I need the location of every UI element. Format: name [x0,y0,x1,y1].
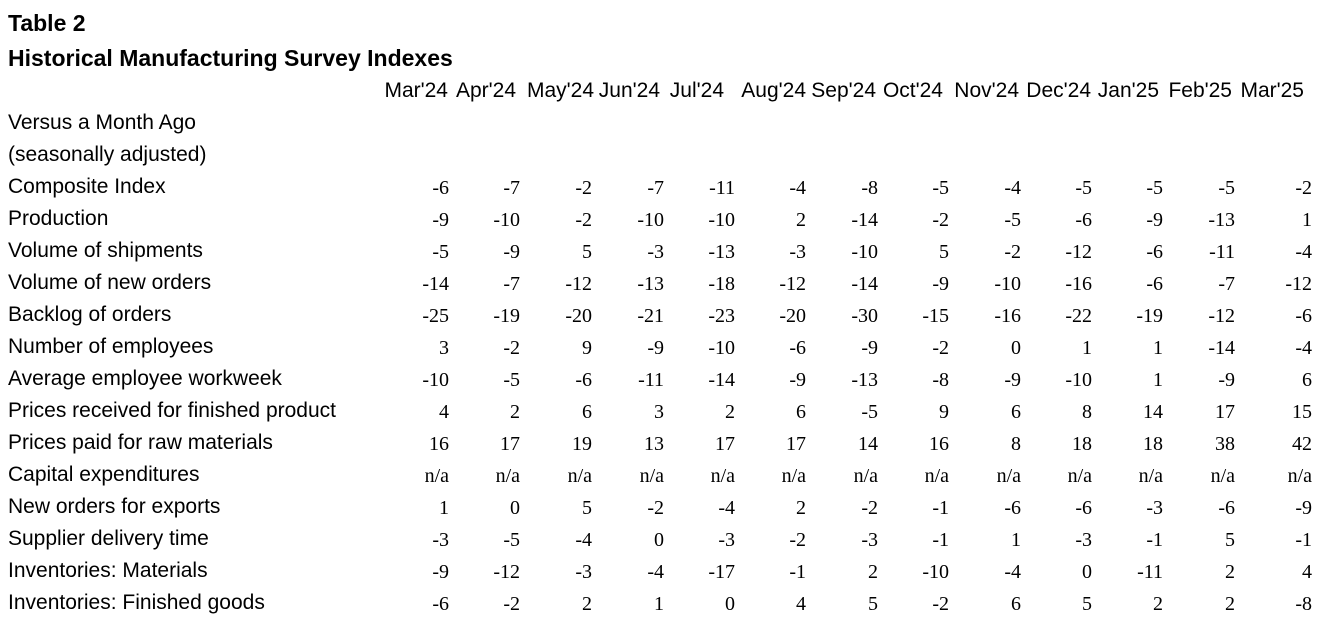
table-cell: -13 [851,369,878,391]
table-cell: -14 [708,369,735,391]
table-cell: -4 [1004,177,1021,199]
table-cell: -3 [718,529,735,551]
table-cell: -2 [575,177,592,199]
table-cell: 2 [796,497,806,519]
row-label: Capital expenditures [8,463,200,486]
row-label: New orders for exports [8,495,221,518]
row-label: Average employee workweek [8,367,282,390]
table-cell: -7 [1218,273,1235,295]
table-cell: -5 [861,401,878,423]
table-cell: n/a [996,465,1021,487]
table-cell: -6 [1295,305,1312,327]
table-cell: -15 [922,305,949,327]
table-cell: n/a [781,465,806,487]
table-cell: -16 [1065,273,1092,295]
section-label: Versus a Month Ago [8,111,196,134]
table-cell: -9 [1295,497,1312,519]
table-cell: -21 [637,305,664,327]
table-cell: 2 [1153,593,1163,615]
table-cell: 3 [654,401,664,423]
table-cell: -6 [1146,273,1163,295]
table-cell: -5 [432,241,449,263]
row-label: Supplier delivery time [8,527,209,550]
table-cell: -2 [647,497,664,519]
table-cell: 9 [582,337,592,359]
table-cell: 2 [796,209,806,231]
table-cell: -2 [1004,241,1021,263]
table-cell: 5 [939,241,949,263]
table-cell: -1 [789,561,806,583]
table-cell: 5 [582,497,592,519]
table-cell: 14 [1143,401,1163,423]
table-cell: 19 [572,433,592,455]
table-cell: -1 [932,529,949,551]
table-cell: 5 [1225,529,1235,551]
row-label: Prices received for finished product [8,399,336,422]
table-cell: -17 [708,561,735,583]
table-cell: -3 [1146,497,1163,519]
table-cell: n/a [495,465,520,487]
table-cell: -9 [432,561,449,583]
table-cell: -9 [932,273,949,295]
table-cell: n/a [1138,465,1163,487]
table-cell: 0 [725,593,735,615]
table-cell: 2 [868,561,878,583]
table-cell: -4 [1004,561,1021,583]
table-cell: -6 [1075,497,1092,519]
table-number: Table 2 [8,10,86,36]
table-cell: -3 [575,561,592,583]
table-cell: -18 [708,273,735,295]
column-header: Jun'24 [598,79,660,102]
table-cell: -6 [432,593,449,615]
table-cell: 2 [510,401,520,423]
table-cell: -14 [422,273,449,295]
table-cell: -9 [1146,209,1163,231]
table-cell: -5 [932,177,949,199]
table-cell: -5 [503,529,520,551]
table-cell: -6 [432,177,449,199]
table-cell: -2 [575,209,592,231]
table-cell: 38 [1215,433,1235,455]
table-cell: 15 [1292,401,1312,423]
table-cell: n/a [424,465,449,487]
table-cell: -10 [922,561,949,583]
table-cell: -6 [1075,209,1092,231]
table-cell: -10 [1065,369,1092,391]
column-header: Sep'24 [811,79,876,102]
row-label: Volume of new orders [8,271,212,294]
column-header: Jul'24 [669,79,724,102]
row-label: Production [8,207,109,230]
table-cell: -14 [851,273,878,295]
table-cell: -20 [565,305,592,327]
table-cell: n/a [924,465,949,487]
row-label: Inventories: Finished goods [8,591,265,614]
table-cell: 1 [1082,337,1092,359]
table-cell: -1 [932,497,949,519]
table-cell: -6 [1218,497,1235,519]
table-cell: 16 [429,433,449,455]
table-cell: -3 [432,529,449,551]
table-cell: 5 [868,593,878,615]
table-cell: -3 [1075,529,1092,551]
table-cell: -4 [575,529,592,551]
table-cell: -22 [1065,305,1092,327]
table-cell: -10 [422,369,449,391]
table-cell: -9 [789,369,806,391]
table-cell: 18 [1072,433,1092,455]
table-cell: -3 [647,241,664,263]
table-cell: -19 [1136,305,1163,327]
table-cell: -4 [789,177,806,199]
column-header: Dec'24 [1026,79,1091,102]
row-label: Volume of shipments [8,239,203,262]
table-cell: -6 [575,369,592,391]
table-cell: -30 [851,305,878,327]
row-label: Composite Index [8,175,166,198]
table-cell: 1 [1153,369,1163,391]
table-cell: -11 [709,177,735,199]
table-cell: -10 [708,209,735,231]
table-cell: -14 [1208,337,1235,359]
table-cell: n/a [853,465,878,487]
table-cell: -4 [1295,241,1312,263]
table-cell: -11 [638,369,664,391]
table-cell: -9 [1004,369,1021,391]
table-cell: n/a [1067,465,1092,487]
column-header: Mar'25 [1240,79,1304,102]
table-cell: -2 [789,529,806,551]
table-cell: -8 [861,177,878,199]
row-label: Prices paid for raw materials [8,431,273,454]
table-cell: -8 [1295,593,1312,615]
table-cell: 1 [1011,529,1021,551]
table-cell: -2 [932,337,949,359]
table-cell: 4 [439,401,449,423]
table-cell: 0 [1011,337,1021,359]
table-cell: -23 [708,305,735,327]
table-cell: 17 [715,433,735,455]
table-cell: -13 [637,273,664,295]
table-cell: 6 [1011,593,1021,615]
table-cell: -5 [503,369,520,391]
table-cell: -5 [1218,177,1235,199]
table-cell: -10 [994,273,1021,295]
table-cell: -2 [861,497,878,519]
table-cell: -25 [422,305,449,327]
table-cell: -10 [493,209,520,231]
table-cell: 4 [1302,561,1312,583]
table-cell: -2 [503,337,520,359]
table-cell: -2 [503,593,520,615]
table-cell: 16 [929,433,949,455]
table-cell: -8 [932,369,949,391]
table-cell: 1 [439,497,449,519]
table-cell: 5 [582,241,592,263]
table-cell: 6 [796,401,806,423]
table-cell: -6 [1146,241,1163,263]
table-cell: -1 [1146,529,1163,551]
table-cell: 9 [939,401,949,423]
table-cell: -4 [647,561,664,583]
table-cell: 2 [725,401,735,423]
table-cell: -4 [1295,337,1312,359]
column-header: Aug'24 [741,79,806,102]
table-cell: 42 [1292,433,1312,455]
table-cell: n/a [567,465,592,487]
table-cell: -12 [1208,305,1235,327]
table-cell: -9 [1218,369,1235,391]
column-header: Oct'24 [882,79,943,102]
column-header: Jan'25 [1097,79,1159,102]
table-cell: -9 [503,241,520,263]
table-cell: -12 [779,273,806,295]
row-label: Number of employees [8,335,214,358]
table-cell: -9 [647,337,664,359]
table-cell: 2 [582,593,592,615]
table-cell: -11 [1209,241,1235,263]
table-cell: 2 [1225,561,1235,583]
table-cell: n/a [1287,465,1312,487]
table-cell: -9 [432,209,449,231]
column-header: Apr'24 [455,79,516,102]
table-cell: 17 [500,433,520,455]
column-header: Nov'24 [954,79,1019,102]
table-cell: 3 [439,337,449,359]
table-cell: 4 [796,593,806,615]
table-cell: 18 [1143,433,1163,455]
table-cell: 5 [1082,593,1092,615]
table-cell: 0 [510,497,520,519]
table-cell: n/a [639,465,664,487]
table-cell: -5 [1004,209,1021,231]
table-cell: -16 [994,305,1021,327]
table-cell: 6 [1302,369,1312,391]
table-cell: 14 [858,433,878,455]
table-cell: -7 [503,273,520,295]
table-cell: -14 [851,209,878,231]
column-header: Mar'24 [384,79,448,102]
table-cell: 0 [654,529,664,551]
row-label: Inventories: Materials [8,559,208,582]
table-cell: -7 [503,177,520,199]
table-cell: -2 [932,209,949,231]
table-cell: -7 [647,177,664,199]
table-cell: -1 [1295,529,1312,551]
table-cell: -3 [789,241,806,263]
table-cell: n/a [1210,465,1235,487]
table-cell: 17 [1215,401,1235,423]
table-cell: -12 [1065,241,1092,263]
table-cell: 6 [582,401,592,423]
table-cell: -12 [493,561,520,583]
table-title: Historical Manufacturing Survey Indexes [8,45,453,71]
table-cell: n/a [710,465,735,487]
column-header: May'24 [526,79,594,102]
table-cell: 1 [1153,337,1163,359]
table-cell: -20 [779,305,806,327]
table-cell: 0 [1082,561,1092,583]
table-cell: -5 [1146,177,1163,199]
table-cell: 6 [1011,401,1021,423]
table-cell: -12 [1285,273,1312,295]
table-cell: -9 [861,337,878,359]
table-cell: -10 [851,241,878,263]
table-cell: -2 [932,593,949,615]
table-cell: -4 [718,497,735,519]
row-label: Backlog of orders [8,303,172,326]
table-cell: -11 [1137,561,1163,583]
table-cell: -13 [708,241,735,263]
table-cell: -6 [789,337,806,359]
section-label: (seasonally adjusted) [8,143,207,166]
table-cell: -3 [861,529,878,551]
table-cell: -10 [637,209,664,231]
table-cell: 8 [1082,401,1092,423]
table-cell: 2 [1225,593,1235,615]
table-cell: -19 [493,305,520,327]
table-cell: -5 [1075,177,1092,199]
table-cell: -2 [1295,177,1312,199]
table-cell: -10 [708,337,735,359]
table-cell: 1 [654,593,664,615]
table-cell: -13 [1208,209,1235,231]
table-cell: -6 [1004,497,1021,519]
table-cell: 17 [786,433,806,455]
table-cell: 8 [1011,433,1021,455]
table-cell: -12 [565,273,592,295]
table-cell: 13 [644,433,664,455]
table-cell: 1 [1302,209,1312,231]
column-header: Feb'25 [1168,79,1232,102]
